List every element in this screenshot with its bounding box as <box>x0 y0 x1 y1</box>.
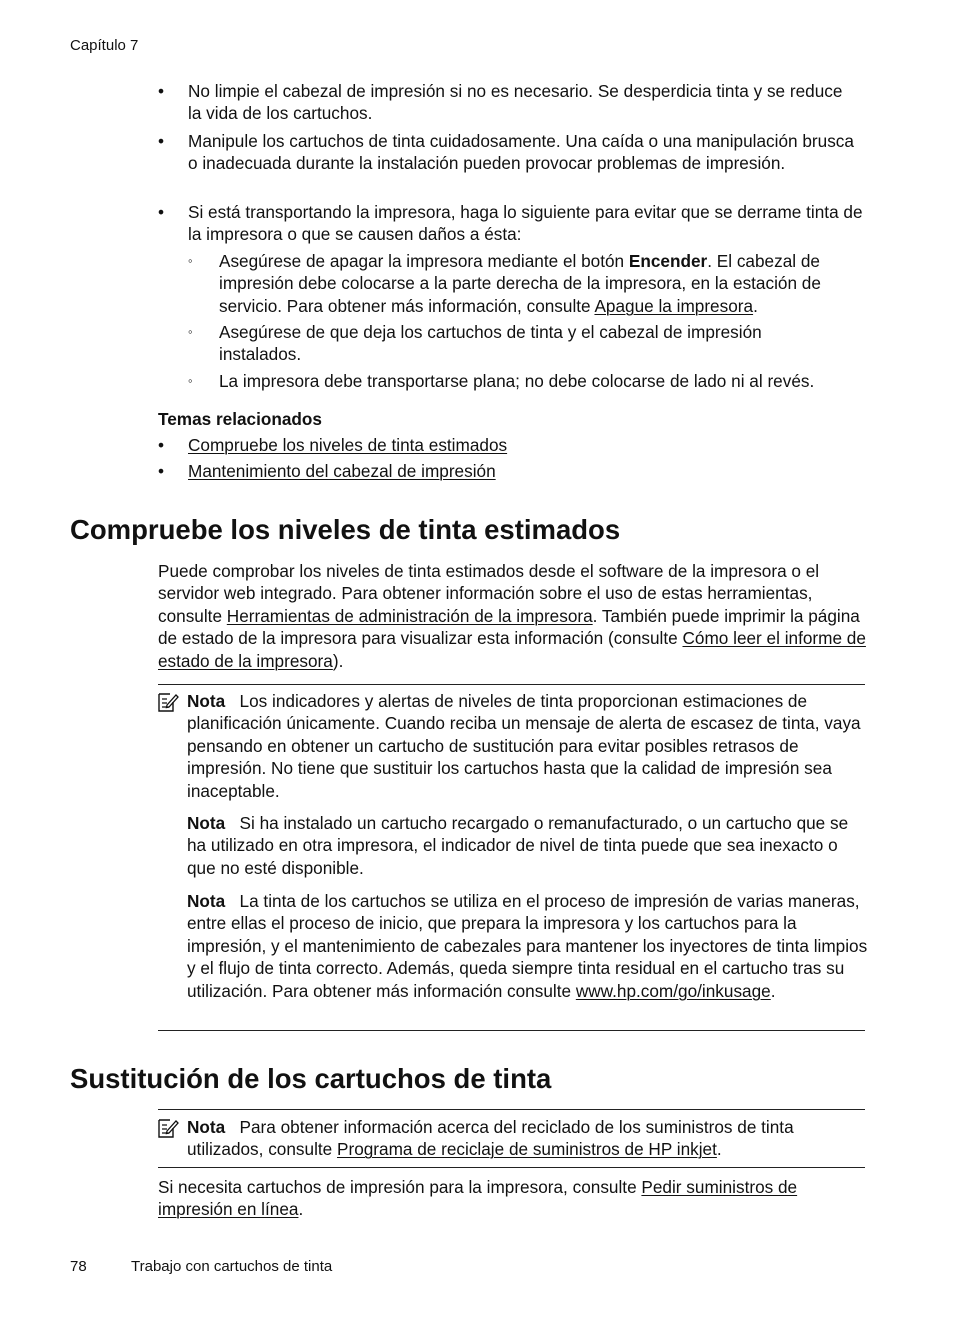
sub-bullet-mark: ◦ <box>188 373 193 388</box>
link-como-leer-informe[interactable]: Cómo leer el informe de estado de la impresora <box>158 628 866 671</box>
note-label: Nota <box>187 891 226 911</box>
sub-bullet-mark: ◦ <box>188 324 193 339</box>
bullet-mark: • <box>158 202 165 222</box>
paragraph-text: Puede comprobar los niveles de tinta estimados desde el software de la impresora o el servidor web integrado. Para obtener información sobre el uso de estas herramientas, consulte <box>158 561 820 626</box>
section-title-niveles: Compruebe los niveles de tinta estimados <box>70 514 621 545</box>
note-rule-bottom <box>158 1167 865 1168</box>
sub-bullet-text: . <box>753 295 758 316</box>
bullet-mark: • <box>158 131 165 151</box>
note-rule-bottom <box>158 1030 865 1031</box>
note-rule-top <box>158 684 865 685</box>
sub-bullet-item: Asegúrese de que deja los cartuchos de tinta y el cabezal de impresión instalados. <box>219 322 762 365</box>
paragraph-text: . <box>298 1199 304 1220</box>
note-icon <box>157 691 179 713</box>
sub-bullet-text: Asegúrese de apagar la impresora mediante el botón <box>219 251 629 271</box>
note-text: La tinta de los cartuchos se utiliza en el proceso de impresión de varias maneras, entre ellas el proceso de inicio, que prepara la impresora y los cartuchos para la impresión, y el mantenimiento de cabezales para mantener los inyectores de tinta limpios y el flujo de tinta correcto. Además, queda siempre tinta residual en el cartucho tras su utilización. Para obtener más información consulte <box>187 891 868 1001</box>
sub-bullet-mark: ◦ <box>188 253 193 268</box>
link-herramientas-administracion[interactable]: Herramientas de administración de la impresora <box>226 605 593 626</box>
chapter-header: Capítulo 7 <box>70 37 139 54</box>
link-programa-reciclaje[interactable]: Programa de reciclaje de suministros de HP inkjet <box>337 1139 717 1160</box>
note-icon <box>157 1117 179 1139</box>
bullet-mark: • <box>158 435 165 455</box>
bullet-item: No limpie el cabezal de impresión si no es necesario. Se desperdicia tinta y se reduce la vida de los cartuchos. <box>188 81 843 124</box>
note-text: . <box>770 980 776 1001</box>
note-block <box>187 690 869 802</box>
sub-bullet-item <box>219 250 869 317</box>
related-topics-heading: Temas relacionados <box>158 409 322 429</box>
bullet-item: Manipule los cartuchos de tinta cuidadosamente. Una caída o una manipulación brusca o inadecuada durante la instalación pueden provocar problemas de impresión. <box>188 131 854 174</box>
note-text: Los indicadores y alertas de niveles de tinta proporcionan estimaciones de planificación únicamente. Cuando reciba un mensaje de alerta de escasez de tinta, vaya pensando en obtener un cartucho de sustitución para evitar posibles retrasos de impresión. No tiene que sustituir los cartuchos hasta que la calidad de impresión sea inaceptable. <box>187 691 861 801</box>
link-inkusage[interactable]: www.hp.com/go/inkusage <box>575 980 771 1001</box>
section1-paragraph <box>158 560 870 672</box>
note-text: . <box>716 1139 722 1160</box>
bullet-mark: • <box>158 81 165 101</box>
paragraph-text: . También puede imprimir la página de estado de la impresora para visualizar esta información (consulte <box>158 605 860 649</box>
note-block <box>187 812 869 879</box>
note-text: Si ha instalado un cartucho recargado o remanufacturado, o un cartucho que se ha utilizado en otra impresora, el indicador de nivel de tinta puede que sea inexacto o que no esté disponible. <box>187 813 849 878</box>
link-compruebe-niveles[interactable]: Compruebe los niveles de tinta estimados <box>188 435 508 455</box>
paragraph-text: Si necesita cartuchos de impresión para la impresora, consulte <box>158 1177 642 1197</box>
bullet-mark: • <box>158 461 165 481</box>
note-label: Nota <box>187 1117 226 1137</box>
paragraph-text: ). <box>332 650 344 671</box>
bullet-item: Si está transportando la impresora, haga lo siguiente para evitar que se derrame tinta de la impresora o que se causen daños a ésta: <box>188 202 863 245</box>
link-mantenimiento-cabezal[interactable]: Mantenimiento del cabezal de impresión <box>188 461 496 481</box>
button-name: Encender <box>628 251 708 271</box>
link-apague-impresora[interactable]: Apague la impresora <box>594 295 754 316</box>
sub-bullet-item: La impresora debe transportarse plana; no debe colocarse de lado ni al revés. <box>219 371 815 391</box>
page-number: 78 <box>70 1258 87 1275</box>
sub-bullet-text: . El cabezal de impresión debe colocarse a la parte derecha de la impresora, en la estación de servicio. Para obtener más información, consulte <box>219 251 821 316</box>
note-block <box>187 1116 869 1161</box>
footer-section-title: Trabajo con cartuchos de tinta <box>131 1258 333 1275</box>
note-label: Nota <box>187 813 226 833</box>
note-rule-top <box>158 1109 865 1110</box>
note-text: Para obtener información acerca del reciclado de los suministros de tinta utilizados, consulte <box>187 1117 794 1160</box>
section-title-sustitucion: Sustitución de los cartuchos de tinta <box>70 1063 552 1094</box>
note-block <box>187 890 869 1002</box>
note-label: Nota <box>187 691 226 711</box>
section2-paragraph <box>158 1176 858 1221</box>
link-pedir-suministros[interactable]: Pedir suministros de impresión en línea <box>158 1177 798 1220</box>
